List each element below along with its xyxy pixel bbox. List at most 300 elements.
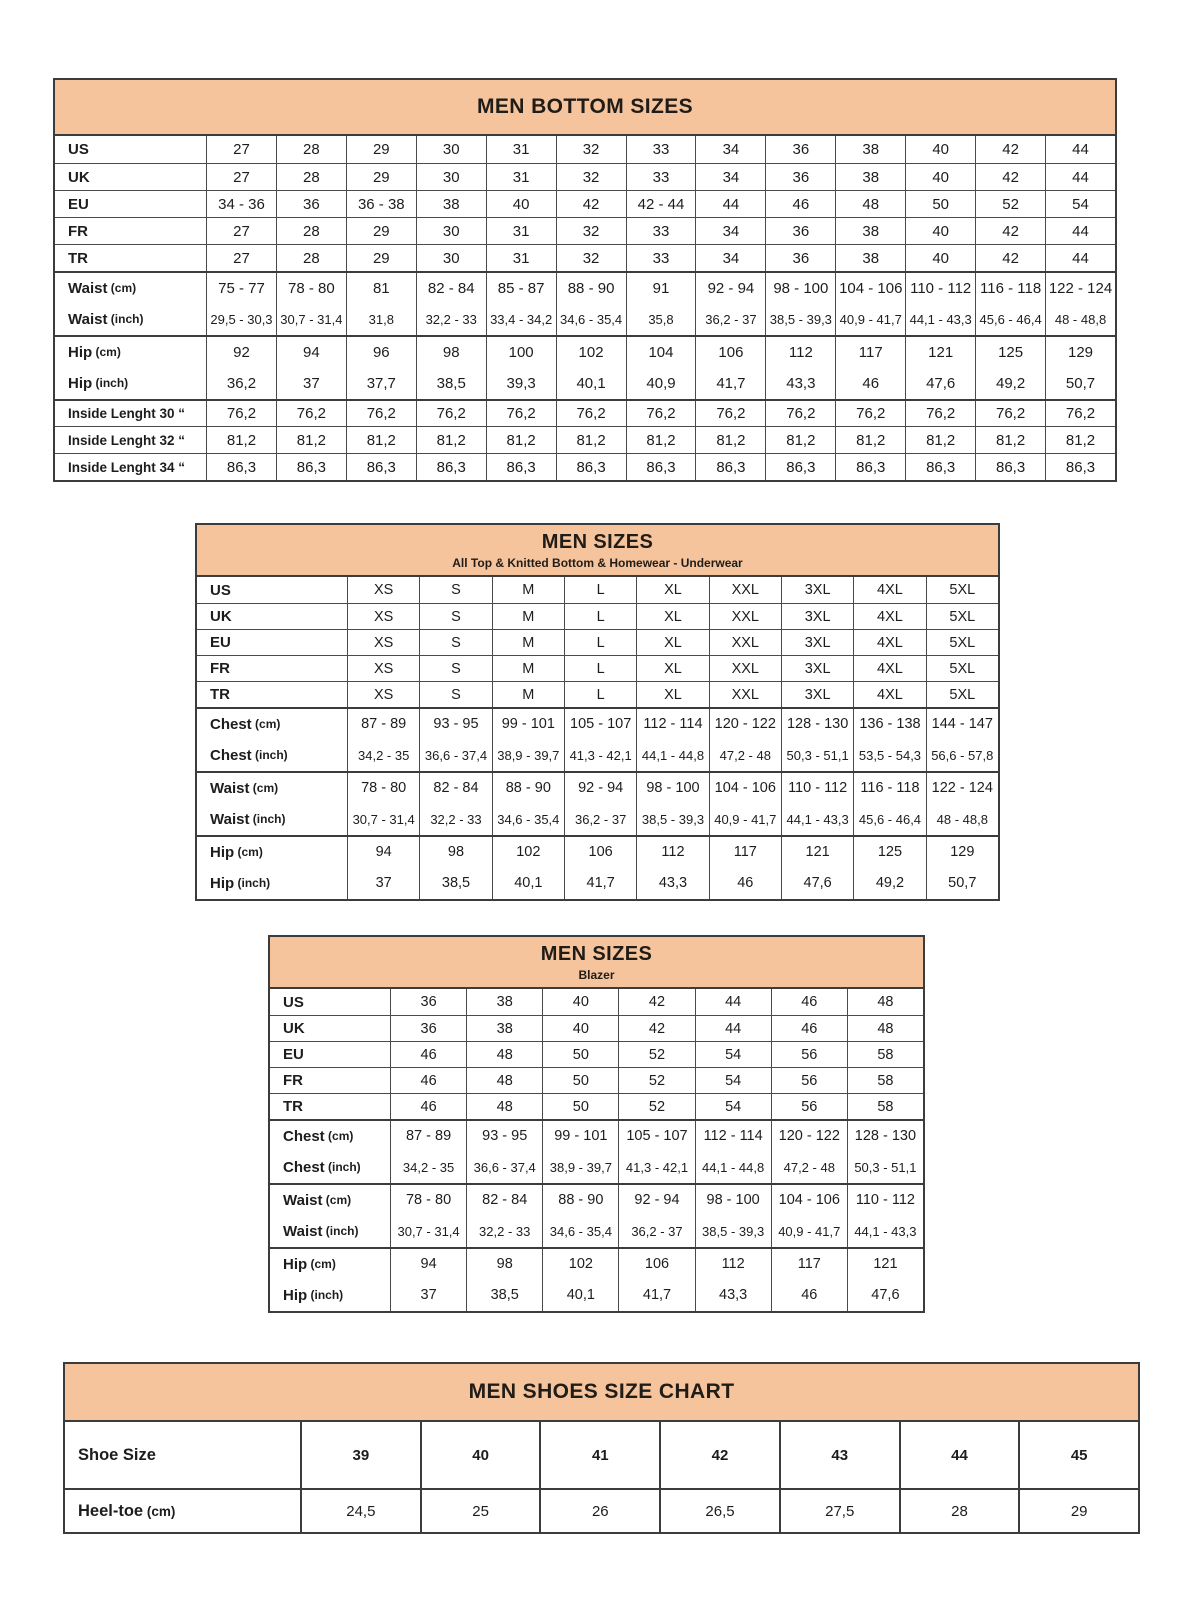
size-cell: 121	[781, 837, 853, 867]
size-cell: 99 - 101	[542, 1121, 618, 1151]
size-cell: 58	[847, 1094, 923, 1119]
row-label: FR	[210, 660, 230, 677]
size-cell: 86,3	[765, 454, 835, 480]
table-row	[55, 136, 1115, 163]
size-cell: 56,6 - 57,8	[926, 739, 998, 771]
size-cell: 34,2 - 35	[390, 1151, 466, 1183]
size-cell: 50,3 - 51,1	[781, 739, 853, 771]
table-row	[270, 1067, 923, 1093]
row-label: EU	[283, 1046, 304, 1063]
size-cell: 117	[709, 837, 781, 867]
table-row	[270, 1151, 923, 1183]
size-cell: 34	[695, 245, 765, 271]
size-cell: 28	[276, 245, 346, 271]
size-cell: 98	[419, 837, 491, 867]
size-cell: 54	[695, 1042, 771, 1067]
size-cell: 76,2	[206, 401, 276, 426]
size-cell: 27	[206, 164, 276, 190]
size-cell: 94	[276, 337, 346, 367]
size-cell: 44	[695, 191, 765, 217]
size-cell: 110 - 112	[847, 1185, 923, 1215]
size-cell: 98	[466, 1249, 542, 1279]
size-cell: 86,3	[975, 454, 1045, 480]
size-cell: 81,2	[626, 427, 696, 453]
size-cell: 32	[556, 218, 626, 244]
size-cell: 81,2	[835, 427, 905, 453]
size-cell: 104 - 106	[835, 273, 905, 303]
size-cell: 81,2	[975, 427, 1045, 453]
size-cell: L	[564, 630, 636, 655]
size-cell: 34,6 - 35,4	[542, 1215, 618, 1247]
size-cell: 112 - 114	[636, 709, 708, 739]
size-cell: 98 - 100	[636, 773, 708, 803]
size-cell: 30,7 - 31,4	[390, 1215, 466, 1247]
size-cell: 42	[618, 1016, 694, 1041]
size-cell: 125	[853, 837, 925, 867]
size-cell: 40,9	[626, 367, 696, 399]
size-cell: 53,5 - 54,3	[853, 739, 925, 771]
table-title: MEN SHOES SIZE CHART	[468, 1380, 735, 1403]
size-cell: 46	[771, 1016, 847, 1041]
size-cell: L	[564, 682, 636, 707]
size-cell: 76,2	[486, 401, 556, 426]
size-cell: XL	[636, 630, 708, 655]
table-row	[197, 707, 998, 739]
size-cell: 96	[346, 337, 416, 367]
size-cell: 35,8	[626, 303, 696, 335]
size-cell: 40,1	[556, 367, 626, 399]
size-cell: 39,3	[486, 367, 556, 399]
table-row	[197, 629, 998, 655]
size-cell: M	[492, 604, 564, 629]
table-body	[197, 577, 998, 899]
size-cell: 36,2 - 37	[695, 303, 765, 335]
table-row	[197, 803, 998, 835]
size-cell: 129	[926, 837, 998, 867]
size-cell: 31,8	[346, 303, 416, 335]
size-cell: 106	[618, 1249, 694, 1279]
table-row	[65, 1488, 1138, 1532]
size-cell: 40	[542, 1016, 618, 1041]
size-cell: 33,4 - 34,2	[486, 303, 556, 335]
row-label: Hip (cm)	[210, 843, 263, 861]
size-cell: 88 - 90	[556, 273, 626, 303]
row-label: Hip (inch)	[68, 374, 129, 392]
size-cell: 87 - 89	[390, 1121, 466, 1151]
size-cell: 3XL	[781, 656, 853, 681]
size-cell: 110 - 112	[781, 773, 853, 803]
size-cell: 32	[556, 164, 626, 190]
table-body	[55, 136, 1115, 480]
size-cell: 116 - 118	[975, 273, 1045, 303]
size-cell: 40,1	[492, 867, 564, 899]
size-cell: 81,2	[1045, 427, 1115, 453]
size-cell: 86,3	[626, 454, 696, 480]
size-cell: 81	[346, 273, 416, 303]
size-cell: 42	[975, 136, 1045, 163]
size-cell: 44	[1045, 245, 1115, 271]
size-cell: 40	[905, 136, 975, 163]
size-cell: 31	[486, 218, 556, 244]
size-cell: 32	[556, 136, 626, 163]
size-cell: 40	[905, 164, 975, 190]
size-cell: 3XL	[781, 604, 853, 629]
size-cell: 40	[486, 191, 556, 217]
table-row	[55, 399, 1115, 426]
size-cell: 54	[695, 1094, 771, 1119]
men-bottom-sizes-table	[53, 78, 1117, 482]
size-cell: 3XL	[781, 630, 853, 655]
size-cell: 5XL	[926, 682, 998, 707]
row-label: Hip (cm)	[68, 343, 121, 361]
size-cell: XXL	[709, 630, 781, 655]
size-cell: XXL	[709, 604, 781, 629]
size-cell: 86,3	[695, 454, 765, 480]
size-cell: 42	[618, 989, 694, 1015]
size-cell: XS	[347, 604, 419, 629]
table-row	[55, 244, 1115, 271]
size-cell: 47,2 - 48	[709, 739, 781, 771]
size-cell: 29	[346, 218, 416, 244]
size-cell: 86,3	[416, 454, 486, 480]
size-cell: 28	[276, 136, 346, 163]
table-subtitle: All Top & Knitted Bottom & Homewear - Underwear	[452, 555, 743, 570]
row-label: US	[283, 993, 304, 1011]
size-cell: 88 - 90	[542, 1185, 618, 1215]
size-cell: 86,3	[835, 454, 905, 480]
size-cell: 50,3 - 51,1	[847, 1151, 923, 1183]
size-cell: 46	[390, 1068, 466, 1093]
size-cell: 76,2	[626, 401, 696, 426]
size-cell: XL	[636, 656, 708, 681]
row-label: TR	[210, 686, 230, 703]
size-cell: 48	[466, 1042, 542, 1067]
table-row	[55, 367, 1115, 399]
size-cell: 30	[416, 136, 486, 163]
size-cell: 49,2	[853, 867, 925, 899]
table-row	[197, 739, 998, 771]
size-cell: 38,5	[466, 1279, 542, 1311]
size-cell: 38,5 - 39,3	[636, 803, 708, 835]
size-cell: 36	[765, 136, 835, 163]
size-cell: 44	[1045, 218, 1115, 244]
size-cell: 45,6 - 46,4	[975, 303, 1045, 335]
size-cell: 76,2	[695, 401, 765, 426]
table-title: MEN BOTTOM SIZES	[476, 95, 694, 118]
table-row	[55, 453, 1115, 480]
table-subtitle: Blazer	[578, 967, 615, 982]
size-cell: 40	[905, 218, 975, 244]
row-label: Chest (inch)	[283, 1158, 361, 1176]
size-cell: 41,7	[618, 1279, 694, 1311]
size-cell: 48 - 48,8	[1045, 303, 1115, 335]
size-cell: 104 - 106	[771, 1185, 847, 1215]
table-title: MEN SIZES	[541, 530, 654, 553]
size-cell: 37,7	[346, 367, 416, 399]
size-cell: 28	[276, 164, 346, 190]
size-cell: 54	[695, 1068, 771, 1093]
size-cell: 44	[695, 989, 771, 1015]
size-cell: 81,2	[765, 427, 835, 453]
size-cell: 88 - 90	[492, 773, 564, 803]
size-cell: 40,9 - 41,7	[835, 303, 905, 335]
row-label: Waist (inch)	[283, 1222, 359, 1240]
size-cell: 42 - 44	[626, 191, 696, 217]
row-label: UK	[68, 168, 90, 186]
size-cell: 52	[618, 1068, 694, 1093]
size-cell: 28	[276, 218, 346, 244]
size-cell: S	[419, 656, 491, 681]
size-cell: 37	[390, 1279, 466, 1311]
size-cell: XS	[347, 630, 419, 655]
size-cell: XS	[347, 577, 419, 603]
table-body	[270, 989, 923, 1311]
size-cell: 30,7 - 31,4	[276, 303, 346, 335]
size-cell: 38,5	[419, 867, 491, 899]
size-cell: 4XL	[853, 630, 925, 655]
size-cell: 39	[300, 1422, 420, 1488]
row-label: US	[210, 581, 231, 599]
size-cell: 121	[847, 1249, 923, 1279]
table-title: MEN SIZES	[540, 942, 653, 965]
size-cell: 76,2	[975, 401, 1045, 426]
row-label: Chest (cm)	[283, 1127, 354, 1145]
size-cell: 25	[420, 1490, 540, 1532]
size-cell: 33	[626, 245, 696, 271]
size-cell: 5XL	[926, 630, 998, 655]
size-cell: 42	[556, 191, 626, 217]
size-cell: 32	[556, 245, 626, 271]
size-cell: 122 - 124	[926, 773, 998, 803]
size-cell: 40	[905, 245, 975, 271]
row-label: Hip (inch)	[210, 874, 271, 892]
size-cell: 76,2	[1045, 401, 1115, 426]
size-cell: 98 - 100	[695, 1185, 771, 1215]
size-cell: 34,2 - 35	[347, 739, 419, 771]
size-cell: 136 - 138	[853, 709, 925, 739]
size-cell: 76,2	[346, 401, 416, 426]
size-cell: 45	[1018, 1422, 1138, 1488]
size-cell: 33	[626, 218, 696, 244]
size-cell: 43,3	[695, 1279, 771, 1311]
size-cell: 56	[771, 1094, 847, 1119]
size-cell: M	[492, 682, 564, 707]
size-cell: 44,1 - 43,3	[905, 303, 975, 335]
size-cell: 34 - 36	[206, 191, 276, 217]
table-row	[55, 335, 1115, 367]
size-cell: 3XL	[781, 682, 853, 707]
size-cell: 29	[1018, 1490, 1138, 1532]
table-row	[270, 1041, 923, 1067]
size-cell: 86,3	[486, 454, 556, 480]
size-cell: 38,9 - 39,7	[542, 1151, 618, 1183]
row-label: Chest (cm)	[210, 715, 281, 733]
men-sizes-tops-table	[195, 523, 1000, 901]
size-cell: 49,2	[975, 367, 1045, 399]
table-body	[65, 1422, 1138, 1532]
size-cell: 117	[771, 1249, 847, 1279]
size-cell: 46	[771, 1279, 847, 1311]
size-cell: 86,3	[206, 454, 276, 480]
size-cell: M	[492, 630, 564, 655]
size-cell: 32,2 - 33	[416, 303, 486, 335]
size-cell: 92 - 94	[618, 1185, 694, 1215]
size-cell: 44	[1045, 164, 1115, 190]
size-cell: 32,2 - 33	[419, 803, 491, 835]
size-cell: 76,2	[905, 401, 975, 426]
size-cell: 128 - 130	[781, 709, 853, 739]
size-cell: 37	[347, 867, 419, 899]
size-cell: 86,3	[1045, 454, 1115, 480]
row-label: EU	[68, 195, 89, 213]
size-cell: 30	[416, 218, 486, 244]
size-cell: 48	[847, 989, 923, 1015]
size-cell: 41,3 - 42,1	[618, 1151, 694, 1183]
size-cell: 42	[975, 218, 1045, 244]
size-cell: 99 - 101	[492, 709, 564, 739]
size-cell: 82 - 84	[419, 773, 491, 803]
size-cell: 102	[542, 1249, 618, 1279]
size-cell: 104	[626, 337, 696, 367]
size-cell: 44,1 - 44,8	[695, 1151, 771, 1183]
size-cell: 38	[835, 218, 905, 244]
size-cell: S	[419, 604, 491, 629]
size-cell: 48	[466, 1068, 542, 1093]
size-cell: 75 - 77	[206, 273, 276, 303]
table-header	[65, 1364, 1138, 1422]
size-cell: M	[492, 656, 564, 681]
row-label: Chest (inch)	[210, 746, 288, 764]
size-cell: 27	[206, 136, 276, 163]
size-cell: 36	[276, 191, 346, 217]
size-cell: 93 - 95	[419, 709, 491, 739]
size-cell: 87 - 89	[347, 709, 419, 739]
size-cell: 91	[626, 273, 696, 303]
size-cell: 92 - 94	[695, 273, 765, 303]
size-cell: 86,3	[346, 454, 416, 480]
size-cell: 106	[695, 337, 765, 367]
size-cell: 40	[420, 1422, 540, 1488]
size-cell: 43	[779, 1422, 899, 1488]
table-row	[55, 426, 1115, 453]
size-cell: 36,6 - 37,4	[419, 739, 491, 771]
table-header	[270, 937, 923, 989]
size-cell: 38	[466, 1016, 542, 1041]
table-row	[197, 603, 998, 629]
size-cell: 42	[975, 245, 1045, 271]
size-cell: 41,7	[564, 867, 636, 899]
row-label: Inside Lenght 34 “	[68, 459, 186, 475]
row-label: Waist (cm)	[283, 1191, 352, 1209]
size-cell: 36	[765, 218, 835, 244]
men-shoes-size-chart-table	[63, 1362, 1140, 1534]
size-cell: 46	[771, 989, 847, 1015]
size-cell: 44,1 - 43,3	[781, 803, 853, 835]
size-cell: 29	[346, 245, 416, 271]
size-cell: 36,2	[206, 367, 276, 399]
size-cell: 112 - 114	[695, 1121, 771, 1151]
size-cell: 78 - 80	[347, 773, 419, 803]
size-cell: 76,2	[835, 401, 905, 426]
size-cell: 48	[835, 191, 905, 217]
size-cell: 129	[1045, 337, 1115, 367]
size-cell: 41,7	[695, 367, 765, 399]
size-cell: 112	[636, 837, 708, 867]
size-cell: 44	[899, 1422, 1019, 1488]
size-cell: XL	[636, 682, 708, 707]
size-cell: 41,3 - 42,1	[564, 739, 636, 771]
size-cell: 98 - 100	[765, 273, 835, 303]
row-label: Waist (cm)	[68, 279, 137, 297]
row-label: FR	[68, 222, 88, 240]
row-label: Waist (inch)	[68, 310, 144, 328]
size-cell: 38	[466, 989, 542, 1015]
size-cell: 81,2	[695, 427, 765, 453]
size-cell: 40,9 - 41,7	[709, 803, 781, 835]
size-cell: 38,5 - 39,3	[695, 1215, 771, 1247]
size-cell: 34	[695, 136, 765, 163]
size-cell: 4XL	[853, 656, 925, 681]
size-cell: 94	[347, 837, 419, 867]
size-cell: 31	[486, 164, 556, 190]
size-cell: 4XL	[853, 577, 925, 603]
size-cell: 48	[466, 1094, 542, 1119]
size-cell: 121	[905, 337, 975, 367]
size-cell: 33	[626, 164, 696, 190]
size-cell: S	[419, 682, 491, 707]
size-cell: 26	[539, 1490, 659, 1532]
size-cell: 86,3	[276, 454, 346, 480]
size-cell: 93 - 95	[466, 1121, 542, 1151]
table-row	[270, 1279, 923, 1311]
size-cell: 33	[626, 136, 696, 163]
size-cell: 31	[486, 136, 556, 163]
size-cell: 82 - 84	[466, 1185, 542, 1215]
size-cell: S	[419, 577, 491, 603]
table-row	[197, 655, 998, 681]
size-cell: L	[564, 577, 636, 603]
size-cell: 44	[695, 1016, 771, 1041]
row-label: Hip (cm)	[283, 1255, 336, 1273]
table-header	[55, 80, 1115, 136]
table-row	[55, 190, 1115, 217]
size-cell: 86,3	[556, 454, 626, 480]
size-cell: 85 - 87	[486, 273, 556, 303]
table-row	[270, 1093, 923, 1119]
size-cell: L	[564, 604, 636, 629]
table-row	[270, 1247, 923, 1279]
row-label: FR	[283, 1072, 303, 1089]
size-cell: 43,3	[636, 867, 708, 899]
row-label: Inside Lenght 30 “	[68, 406, 186, 421]
size-cell: 106	[564, 837, 636, 867]
size-cell: 50,7	[1045, 367, 1115, 399]
size-cell: 76,2	[556, 401, 626, 426]
row-label: Shoe Size	[78, 1445, 156, 1464]
size-cell: 47,6	[905, 367, 975, 399]
table-row	[197, 835, 998, 867]
row-label: TR	[283, 1098, 303, 1115]
size-cell: 98	[416, 337, 486, 367]
size-cell: XXL	[709, 577, 781, 603]
size-cell: 36	[765, 245, 835, 271]
row-label: US	[68, 141, 89, 158]
size-cell: XXL	[709, 682, 781, 707]
size-cell: 48	[847, 1016, 923, 1041]
size-cell: 38	[835, 245, 905, 271]
size-cell: 50	[542, 1042, 618, 1067]
table-row	[55, 303, 1115, 335]
